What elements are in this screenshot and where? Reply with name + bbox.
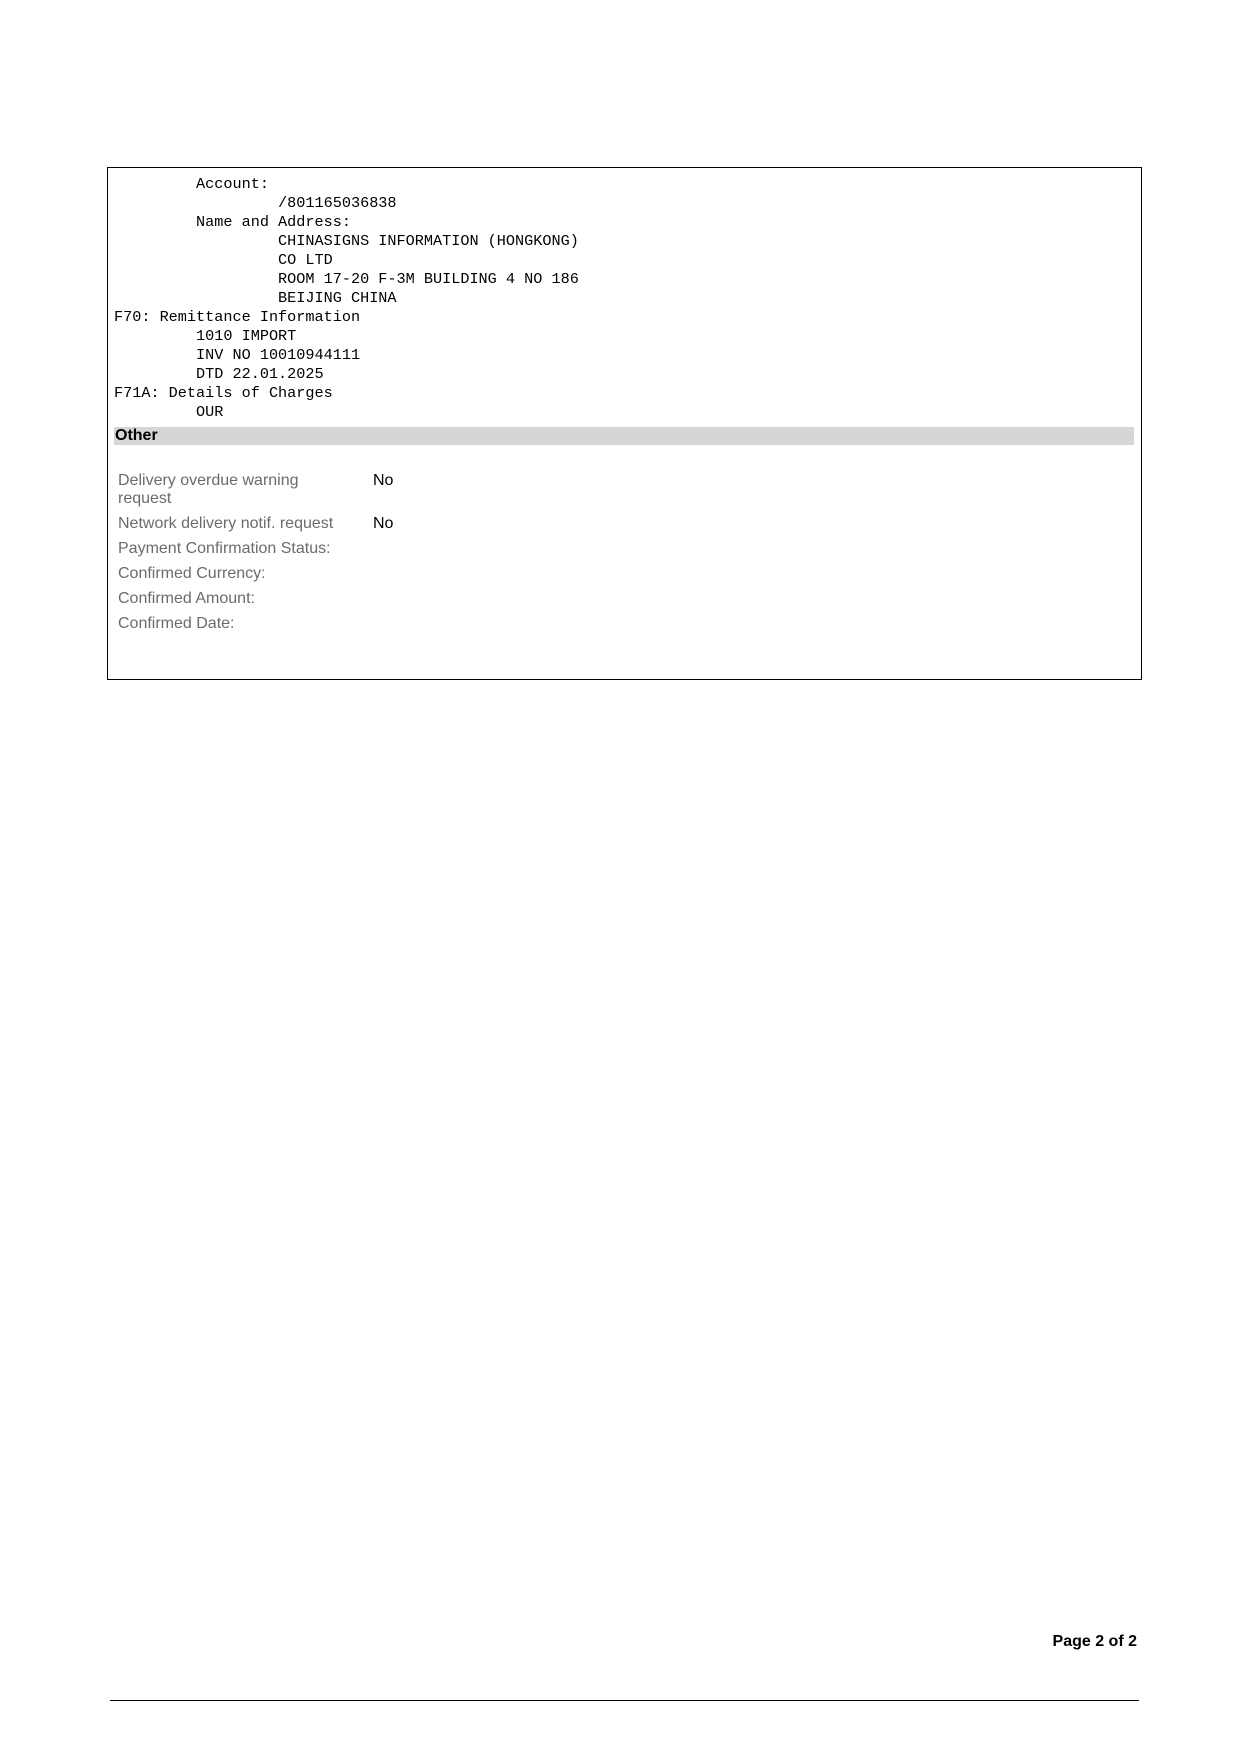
- message-details-box: [107, 167, 1142, 680]
- name-address-label: Name and Address:: [114, 213, 351, 231]
- address-line-2: CO LTD: [114, 251, 333, 269]
- f70-label: F70: Remittance Information: [114, 308, 361, 326]
- footer-divider: [110, 1700, 1139, 1701]
- f70-line-3: DTD 22.01.2025: [114, 365, 324, 383]
- f71a-label: F71A: Details of Charges: [114, 384, 333, 402]
- network-delivery-notif-value: No: [373, 515, 394, 532]
- address-line-3: ROOM 17-20 F-3M BUILDING 4 NO 186: [114, 270, 579, 288]
- page-number: Page 2 of 2: [1052, 1633, 1137, 1650]
- address-line-4: BEIJING CHINA: [114, 289, 397, 307]
- f71a-value: OUR: [114, 403, 224, 421]
- address-line-1: CHINASIGNS INFORMATION (HONGKONG): [114, 232, 579, 250]
- f70-line-2: INV NO 10010944111: [114, 346, 361, 364]
- confirmed-currency-label: Confirmed Currency:: [118, 565, 266, 582]
- confirmed-date-label: Confirmed Date:: [118, 615, 235, 632]
- network-delivery-notif-label: Network delivery notif. request: [118, 515, 334, 532]
- other-section-title: Other: [115, 427, 158, 444]
- delivery-overdue-warning-label: Delivery overdue warning request: [118, 472, 299, 507]
- other-section-header: [114, 427, 1134, 445]
- f70-line-1: 1010 IMPORT: [114, 327, 297, 345]
- delivery-overdue-warning-value: No: [373, 472, 394, 489]
- account-value: /801165036838: [114, 194, 397, 212]
- account-label: Account:: [114, 175, 269, 193]
- payment-confirmation-status-label: Payment Confirmation Status:: [118, 540, 331, 557]
- confirmed-amount-label: Confirmed Amount:: [118, 590, 255, 607]
